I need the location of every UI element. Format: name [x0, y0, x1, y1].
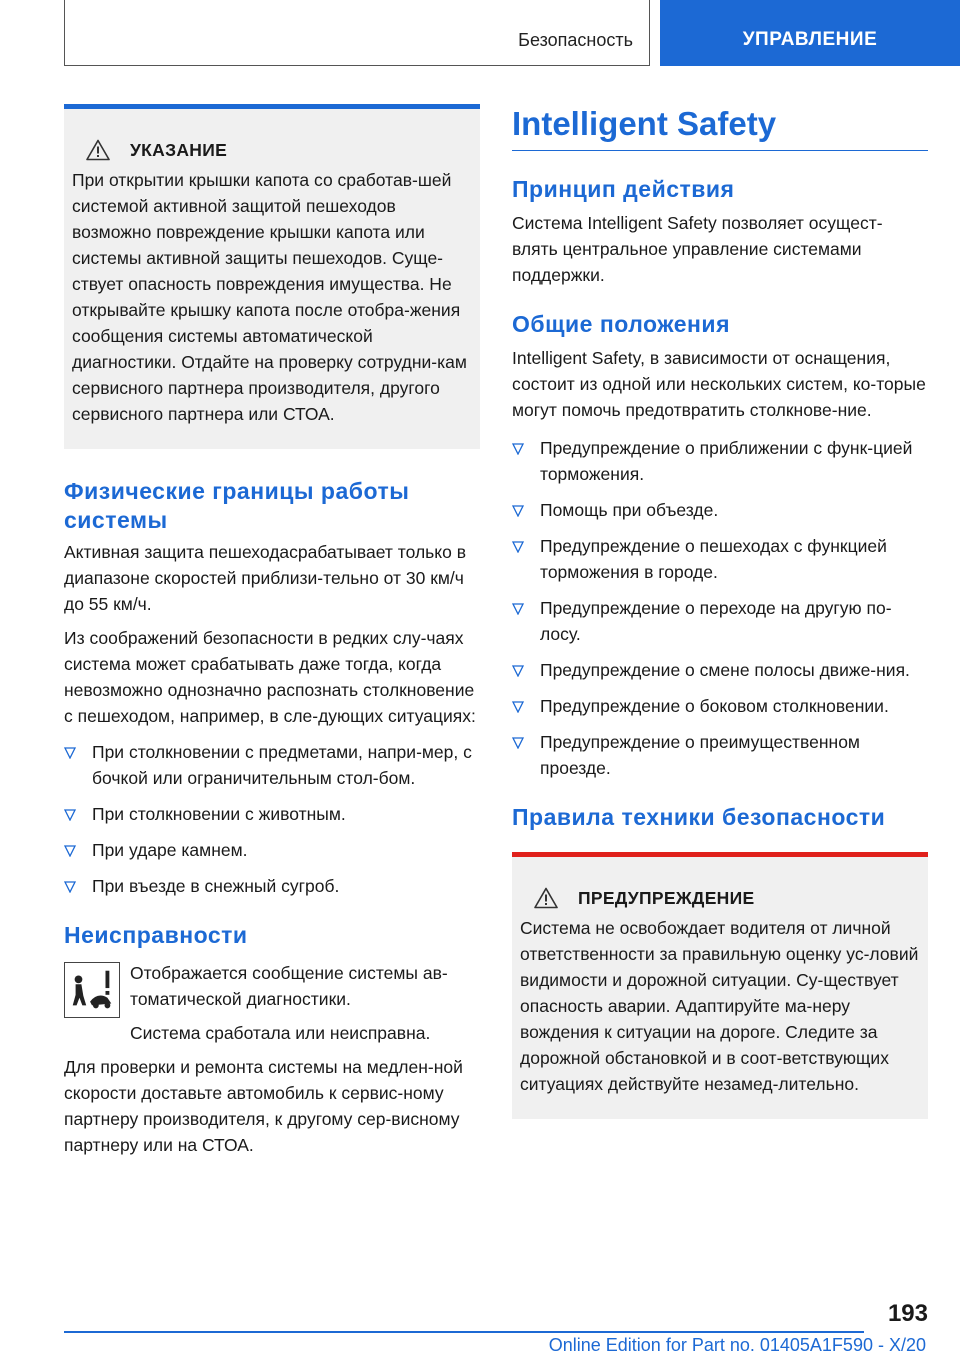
list-item: Предупреждение о преимущественном проезде. [512, 729, 928, 781]
pedestrian-protection-icon [64, 962, 120, 1018]
limits-paragraph-2: Из соображений безопасности в редких слу-чаях система может срабатывать даже тогда, когда невозможно однозначно распознать столкновение с пешеходом, например, в сле-дующих ситуациях: [64, 628, 476, 726]
triangle-bullet-icon [512, 665, 524, 677]
list-item: Помощь при объезде. [512, 497, 928, 523]
list-item: Предупреждение о пешеходах с функцией торможения в городе. [512, 533, 928, 585]
list-item: При столкновении с предметами, напри-мер, с бочкой или ограничительным стол-бом. [64, 739, 480, 791]
warning-triangle-icon [534, 887, 558, 909]
warning-box [512, 852, 928, 1119]
malfunction-paragraph-1: Отображается сообщение системы ав-томатической диагностики. [130, 963, 448, 1009]
page-title: Intelligent Safety [512, 104, 928, 151]
header-section-label: Безопасность [518, 30, 633, 50]
list-item: Предупреждение о приближении с функ-цией торможения. [512, 435, 928, 487]
malfunction-paragraph-3: Для проверки и ремонта системы на медлен-ной скорости доставьте автомобиль к сервис-ному партнеру производителя, к другому сер-висному партнеру или на СТОА. [64, 1057, 463, 1155]
triangle-bullet-icon [512, 737, 524, 749]
triangle-bullet-icon [512, 505, 524, 517]
note-box [64, 104, 480, 449]
warning-title: ПРЕДУПРЕЖДЕНИЕ [578, 887, 755, 908]
safety-rules-heading: Правила техники безопасности [512, 804, 886, 830]
malfunction-block [64, 960, 480, 1054]
right-column [512, 104, 928, 1119]
header-section-tab [64, 0, 650, 66]
note-text: При открытии крышки капота со сработав-шей системой активной защитой пешеходов возможно повреждение крышки капота или системы активной защиты пешеходов. Суще-ствует опасность повреждения имущества. Не открывайте крышку капота после отобра-жения сообщения системы автоматической диагностики. Отдайте на проверку сотрудни-кам сервисного партнера производителя, другого сервисного партнера или СТОА. [72, 170, 467, 424]
warning-text: Система не освобождает водителя от личной ответственности за правильную оценку ус-ловий видимости и дорожной ситуации. Су-ществует опасность аварии. Адаптируйте ма-неру вождения к ситуации на дороге. Следите за дорожной обстановкой и в соот-ветствующих ситуациях действуйте незамед-лительно. [520, 918, 919, 1094]
triangle-bullet-icon [512, 443, 524, 455]
general-list [512, 435, 928, 781]
list-item: Предупреждение о переходе на другую по-лосу. [512, 595, 928, 647]
page-number: 193 [887, 1300, 928, 1327]
list-item: При въезде в снежный сугроб. [64, 873, 480, 899]
triangle-bullet-icon [64, 809, 76, 821]
header-chapter-tab [660, 0, 960, 66]
triangle-bullet-icon [512, 603, 524, 615]
left-column [64, 104, 480, 1166]
limits-heading: Физические границы работы системы [64, 478, 410, 533]
malfunction-heading: Неисправности [64, 922, 248, 948]
limits-list [64, 739, 480, 899]
malfunction-paragraph-2: Система сработала или неисправна. [130, 1023, 431, 1043]
triangle-bullet-icon [64, 881, 76, 893]
warning-triangle-icon [86, 139, 110, 161]
list-item: При ударе камнем. [64, 837, 480, 863]
list-item: При столкновении с животным. [64, 801, 480, 827]
footer-edition: Online Edition for Part no. 01405A1F590 - X/20 [548, 1335, 926, 1355]
principle-paragraph: Система Intelligent Safety позволяет осущест-влять центральное управление системами поддержки. [512, 213, 883, 285]
header-chapter-label: УПРАВЛЕНИЕ [742, 29, 878, 50]
triangle-bullet-icon [512, 701, 524, 713]
list-item: Предупреждение о смене полосы движе-ния. [512, 657, 928, 683]
triangle-bullet-icon [64, 747, 76, 759]
triangle-bullet-icon [512, 541, 524, 553]
principle-heading: Принцип действия [512, 176, 735, 202]
triangle-bullet-icon [64, 845, 76, 857]
limits-paragraph-1: Активная защита пешеходасрабатывает только в диапазоне скоростей приблизи-тельно от 30 км/ч до 55 км/ч. [64, 542, 467, 614]
footer-divider [64, 1331, 864, 1333]
list-item: Предупреждение о боковом столкновении. [512, 693, 928, 719]
note-title: УКАЗАНИЕ [130, 139, 228, 160]
general-paragraph: Intelligent Safety, в зависимости от оснащения, состоит из одной или нескольких систем, ко-торые могут помочь предотвратить столкнове-ние. [512, 348, 926, 420]
general-heading: Общие положения [512, 311, 730, 337]
